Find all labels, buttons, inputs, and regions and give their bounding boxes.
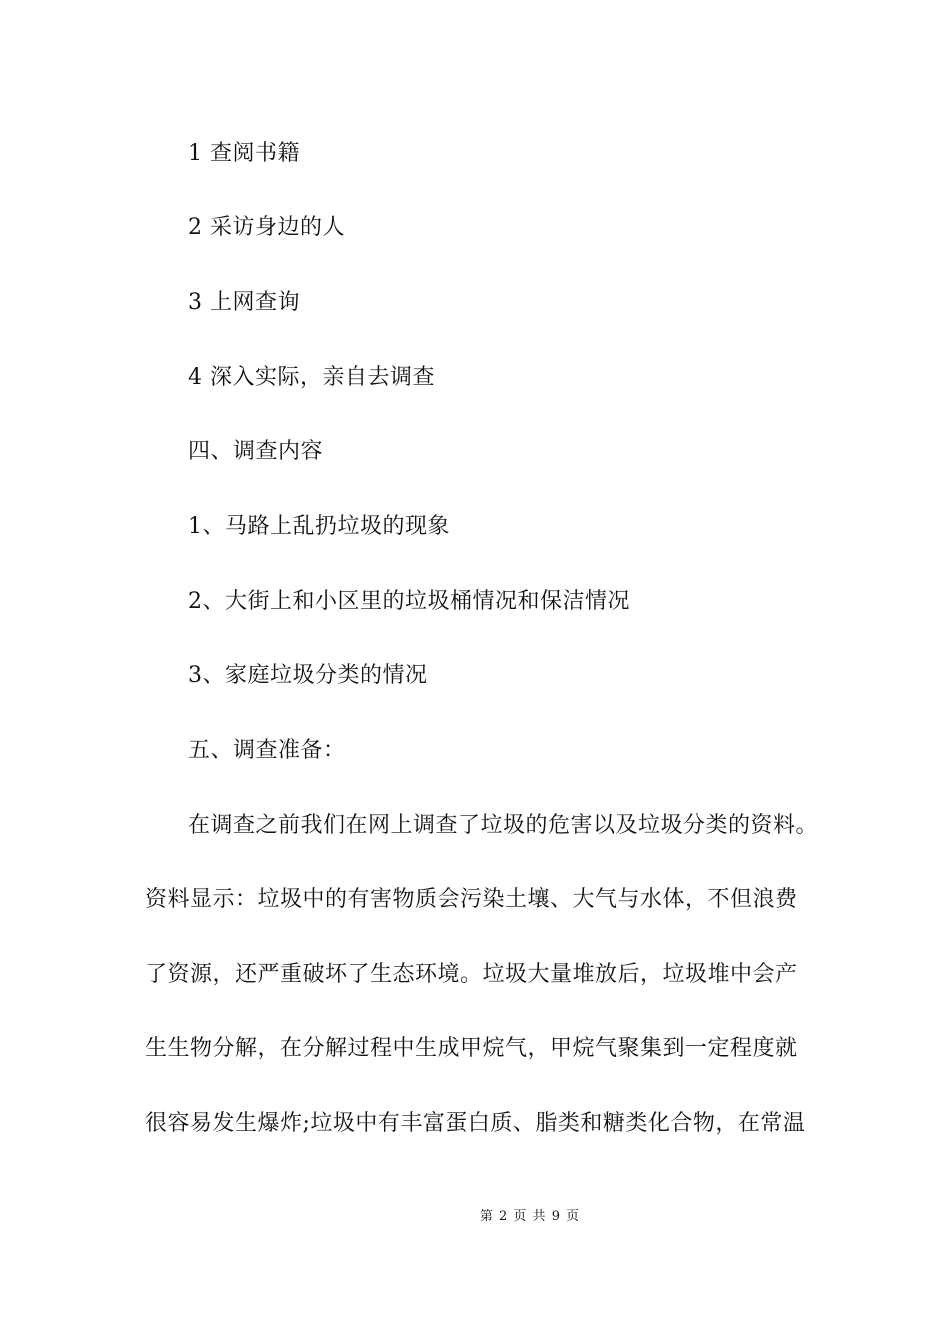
section-heading: 五、调查准备： bbox=[188, 738, 346, 763]
method-item: 2 采访身边的人 bbox=[188, 215, 345, 240]
paragraph-line: 生生物分解，在分解过程中生成甲烷气，甲烷气聚集到一定程度就 bbox=[145, 1036, 798, 1061]
list-item: 2、大街上和小区里的垃圾桶情况和保洁情况 bbox=[188, 589, 630, 614]
page-number-footer: 第 2 页 共 9 页 bbox=[479, 1209, 581, 1224]
method-item: 3 上网查询 bbox=[188, 290, 300, 315]
method-item: 4 深入实际，亲自去调查 bbox=[188, 365, 435, 390]
method-item: 1 查阅书籍 bbox=[188, 141, 300, 166]
list-item: 3、家庭垃圾分类的情况 bbox=[188, 663, 428, 688]
paragraph-line: 很容易发生爆炸;垃圾中有丰富蛋白质、脂类和糖类化合物，在常温 bbox=[145, 1111, 806, 1136]
paragraph-line: 资料显示：垃圾中的有害物质会污染土壤、大气与水体，不但浪费 bbox=[145, 887, 798, 912]
paragraph-line: 在调查之前我们在网上调查了垃圾的危害以及垃圾分类的资料。 bbox=[188, 813, 819, 838]
list-item: 1、马路上乱扔垃圾的现象 bbox=[188, 514, 450, 539]
paragraph-line: 了资源，还严重破坏了生态环境。垃圾大量堆放后，垃圾堆中会产 bbox=[145, 962, 798, 987]
section-heading: 四、调查内容 bbox=[188, 439, 324, 464]
